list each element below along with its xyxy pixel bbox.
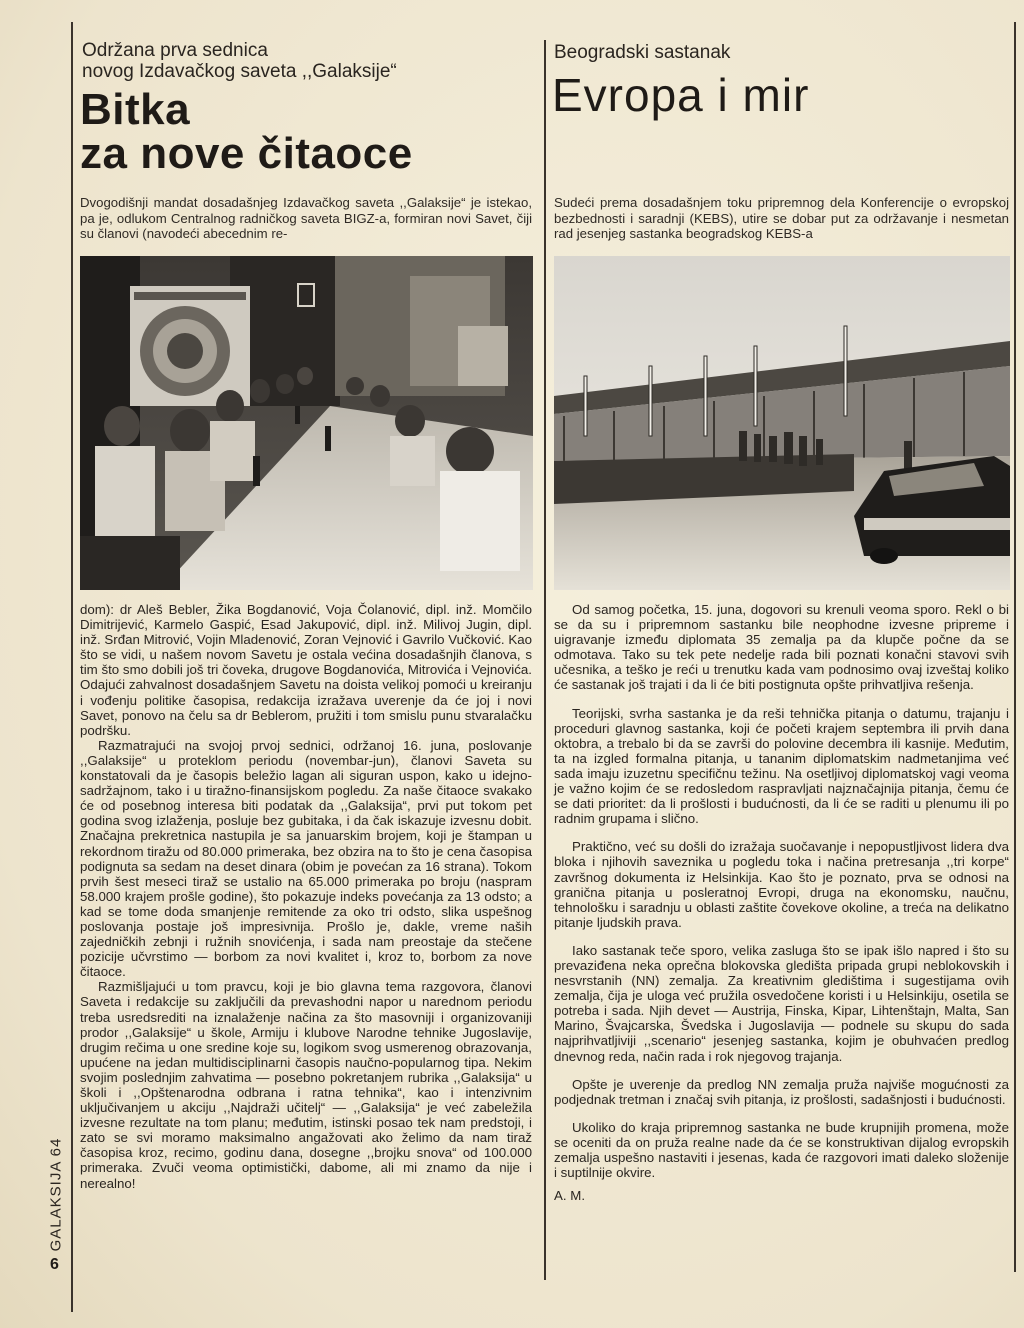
conference-building-photo — [554, 256, 1010, 590]
left-body-column — [80, 602, 532, 1191]
magazine-side-label — [44, 1138, 68, 1258]
page-number: 6 — [50, 1256, 59, 1273]
right-kicker: Beogradski sastanak — [554, 42, 731, 63]
right-margin-rule — [1014, 22, 1016, 1272]
right-paragraph-4: Iako sastanak teče sporo, velika zasluga što se ipak išlo napred i što su prevaziđena neka oprečna blokovska gledišta pripada grupi neblokovskih i nesvrstanih (NN) zemalja. Za kreativnim gledištima i sugestijama ovih zemalja, čija je uloga već pružila osvedočene koristi i u Helsinkiju, osetila se potreba i sada. Njih devet — Austrija, Finska, Kipar, Lihtenštajn, Malta, San Marino, Švajcarska, Švedska i Jugoslavija — podnele su skupu do sada najprihvatljiviji ,,scenario“ jesenjeg sastanka, kojim je obuhvaćen predlog dnevnog reda, način rada i rok njegovog trajanja. — [554, 942, 1009, 1064]
right-paragraph-3: Praktično, već su došli do izražaja suočavanje i nepopustljivost lidera dva bloka i njihovih saveznika u pogledu toka i načina pretresanja ,,tri korpe“ završnog dokumenta iz Helsinkija. Kao što je poznato, prva se odnosi na granična pitanja u posleratnoj Evropi, druga na ekonomsku, naučnu, tehnološku i saradnju u oblasti zaštite čovekove okoline, a treća na delikatno pitanje ljudskih prava. — [554, 839, 1009, 930]
right-body-column — [554, 602, 1009, 1203]
right-lead-paragraph: Sudeći prema dosadašnjem toku pripremnog dela Konferencije o evropskoj bezbednosti i saradnji (KEBS), utire se dobar put za održavanje i nesmetan rad jesenjeg sastanka beogradskog KEBS-a — [554, 195, 1009, 242]
right-paragraph-1: Od samog početka, 15. juna, dogovori su krenuli veoma sporo. Rekl o bi se da su i pripremnom sastanku bile neophodne izvesne pripreme i uigravanje između diplomata 35 zemalja pa da klupče počne da se odmotava. Tako su tek pete nedelje rada bili poznati konačni stavovi svih učesnika, a teško je reći u trenutku kada vam podnosimo ovaj izveštaj koliko će sastanak još trajati i da li će biti postignuta opšte prihvatljiva rešenja. — [554, 602, 1009, 693]
right-paragraph-2: Teorijski, svrha sastanka je da reši tehnička pitanja o datumu, trajanju i proceduri glavnog sastanka, koji će početi krajem septembra ili prvih dana oktobra, a trebalo bi da se završi do polovine decembra ili kasnije. Međutim, ta na izgled formalna pitanja, u tananim diplomatskim nadmetanjima već sada imaju izuzetnu specifičnu težinu. Na osetljivoj diplomatskoj vagi veoma je važno kojim će se redosledom raspravljati najznačajnija pitanja, čemu će se dati prioritet: da li prošlosti i budućnosti, da li će se raditi u plenumu ili po radnim grupama i slično. — [554, 705, 1009, 827]
left-margin-rule — [71, 22, 73, 1312]
left-headline-line-2: za nove čitaoce — [80, 129, 413, 178]
left-paragraph-2: Razmatrajući na svojoj prvoj sednici, održanoj 16. juna, poslovanje ,,Galaksije“ u proteklom periodu (novembar-jun), članovi Saveta su konstatovali da je časopis beležio lagan ali siguran uspon, kako u idejno-sadržajnom, tako i u tiražno-finansijskom pogledu. Za naše čitaoce svakako će od posebnog interesa biti podatak da ,,Galaksija“, prvi put tokom pet godina svog izlaženja, posluje bez gubitaka, i da čak iskazuje izvesnu dobit. Značajna prekretnica nastupila je sa januarskim brojem, koji je štampan u rekordnom tiražu od 80.000 primeraka, bez obzira na to što je cena časopisa podignuta sa sedam na deset dinara (obim je povećan za 16 strana). Tokom prvih šest meseci tiraž se ustalio na 65.000 primeraka po broju (naspram 58.000 krajem prošle godine), što pokazuje indeks povećanja za 13 odsto; a kad se tome doda smanjenje remitende za oko tri odsto, slika uspešnog poslovanja postaje još impresivnija. Prošlo je, dakle, vreme naših zajedničkih zebnji i ružnih snovićenja, i sada nam preostaje da stečene pozicije učvrstimo — borbom za novi kvalitet i, kroz to, borbom za nove čitaoce. — [80, 737, 532, 980]
right-paragraph-5: Opšte je uverenje da predlog NN zemalja pruža najviše mogućnosti za podjednak tretman i značaj svih pitanja, iz prošlosti, sadašnjosti i budućnosti. — [554, 1076, 1009, 1107]
left-kicker-line-1: Održana prva sednica — [82, 40, 268, 61]
left-paragraph-3: Razmišljajući u tom pravcu, koji je bio glavna tema razgovora, članovi Saveta i redakcije su zaključili da prevashodni napor u narednom periodu treba usredsrediti na iznalaženje načina za što masovniji i organizovaniji prodor ,,Galaksije“ u škole, Armiju i klubove Narodne tehnike Jugoslavije, drugim rečima u one sredine koje su, logikom svog usmerenog obrazovanja, upućene na jedan multidisciplinarni časopis naučno-popularnog tipa. Nekim svojim poslednjim zahvatima — posebno pokretanjem rubrika ,,Galaksija“ u školi i ,,Opštenarodna odbrana i ratna tehnika“, kao i intenzivnim uključivanjem u akciju ,,Najdraži učitelj“ — ,,Galaksija“ je već zabeležila izvesne rezultate na tom planu; međutim, istinski posao tek nam predstoji, i zato se svi moramo maksimalno angažovati ako želimo da nam tiraž časopisa kroz, recimo, godinu dana, dosegne ,,brojku snova“ od 100.000 primeraka. Zvuči veoma optimistički, dabome, ali mi znamo da nije i nerealno! — [80, 979, 532, 1191]
left-lead-paragraph: Dvogodišnji mandat dosadašnjeg Izdavačkog saveta ,,Galaksije“ je istekao, pa je, odlukom Centralnog radničkog saveta BIGZ-a, formiran novi Savet, čiji su članovi (navodeći abecednim re- — [80, 195, 532, 242]
meeting-photo — [80, 256, 533, 590]
left-paragraph-1: dom): dr Aleš Bebler, Žika Bogdanović, Voja Čolanović, dipl. inž. Momčilo Dimitrijević, Karmelo Gaspić, Esad Jakupović, dipl. inž. Milivoj Jugin, dipl. inž. Srđan Mitrović, Vojin Mladenović, Zoran Vejnović i Gavrilo Vučković. Kao što se vidi, u našem novom Savetu je ostala većina dosadašnjih članova, s tim što smo dobili još tri čoveka, drugove Bogdanovića, Mitrovića i Vejnovića. Odajući zahvalnost dosadašnjem Savetu na doista velikoj pomoći u kreiranju i vođenju politike časopisa, redakcija izražava uverenje da će joj i novi Savet, ponovo na čelu sa dr Beblerom, pružiti i tom smislu punu stvaralačku podršku. — [80, 602, 532, 738]
right-headline: Evropa i mir — [552, 69, 810, 121]
author-signature: A. M. — [554, 1188, 586, 1204]
magazine-name: GALAKSIJA 64 — [47, 1137, 65, 1252]
left-kicker-line-2: novog Izdavačkog saveta ,,Galaksije“ — [82, 61, 397, 82]
left-headline-line-1: Bitka — [80, 85, 191, 134]
right-paragraph-6: Ukoliko do kraja pripremnog sastanka ne bude krupnijih promena, može se oceniti da on pruža realne nade da će se konstruktivan dijalog evropskih zemalja uspešno nastaviti i jesenas, kada će razgovori imati daleko složenije i suptilnije okvire. — [554, 1119, 1009, 1181]
column-divider-rule — [544, 40, 546, 1280]
